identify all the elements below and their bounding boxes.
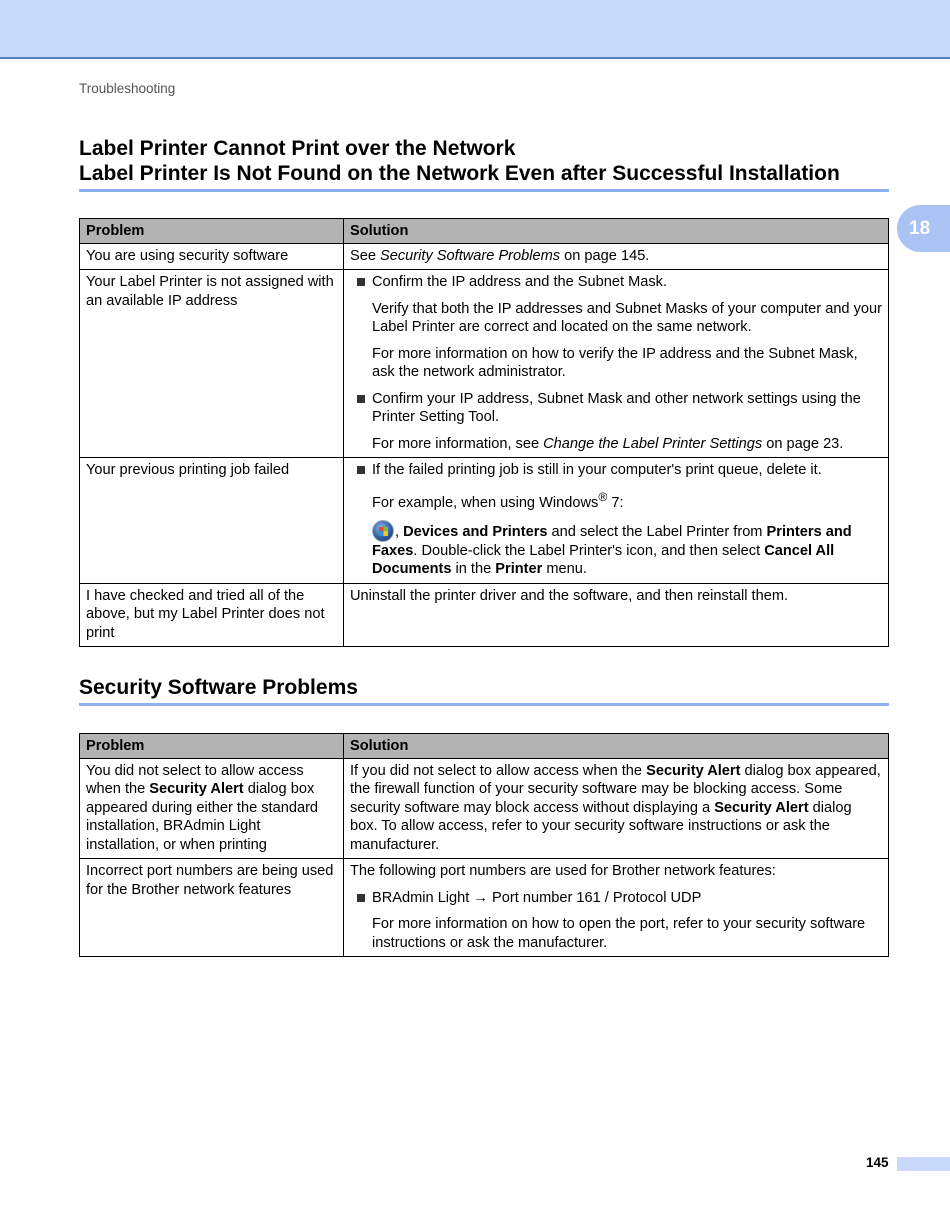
table-row — [80, 583, 889, 647]
table-row — [80, 270, 889, 458]
cross-reference-link[interactable]: Change the Label Printer Settings — [543, 435, 763, 452]
problem-cell: Your previous printing job failed — [80, 458, 344, 584]
page-number: 145 — [866, 1155, 889, 1170]
bullet-square-icon — [357, 466, 365, 474]
solution-text: For more information, see — [372, 435, 544, 452]
solution-text: If you did not select to allow access when the — [350, 762, 647, 779]
bullet-item — [350, 390, 882, 427]
solution-text: on page 145. — [560, 247, 650, 264]
bullet-text: If the failed printing job is still in your computer's print queue, delete it. — [372, 462, 822, 478]
section-title-line-2: Label Printer Is Not Found on the Network Even after Successful Installation — [79, 162, 840, 185]
network-troubleshooting-table — [79, 218, 889, 647]
solution-cell — [344, 458, 889, 584]
ui-term: Security Alert — [714, 799, 809, 816]
problem-cell: Your Label Printer is not assigned with an available IP address — [80, 270, 344, 458]
solution-text: menu. — [542, 561, 587, 578]
table-header-row — [80, 734, 889, 759]
solution-text: 7: — [607, 494, 624, 511]
section-rule — [79, 189, 889, 192]
solution-text: in the — [451, 561, 496, 578]
solution-cell — [344, 859, 889, 957]
page-number-bar — [897, 1157, 950, 1171]
table-row — [80, 458, 889, 584]
solution-paragraph: Verify that both the IP addresses and Subnet Masks of your computer and your Label Printer are correct and located on the same network. — [372, 300, 882, 335]
registered-mark: ® — [598, 489, 608, 504]
table-row — [80, 243, 889, 270]
solution-text: . Double-click the Label Printer's icon, and then select — [413, 542, 765, 559]
header-band — [0, 0, 950, 59]
solution-text: dialog box appeared, the firewall function of your security software may be blocking access. Some security software may block access without displaying a — [350, 762, 881, 816]
cross-reference-link[interactable]: Security Software Problems — [380, 247, 561, 264]
bullet-text: Confirm the IP address and the Subnet Mask. — [372, 274, 668, 290]
solution-paragraph — [350, 488, 882, 512]
ui-term: Printer — [495, 561, 543, 578]
chapter-tab — [897, 205, 950, 252]
ui-term: Cancel All Documents — [372, 542, 835, 578]
solution-text: , — [395, 523, 404, 540]
solution-cell: Uninstall the printer driver and the software, and then reinstall them. — [344, 583, 889, 647]
problem-text: dialog box appeared during either the standard installation, BRAdmin Light installation, or when printing — [86, 781, 319, 853]
problem-cell: Incorrect port numbers are being used for the Brother network features — [80, 859, 344, 957]
solution-cell — [344, 243, 889, 270]
table-row — [80, 758, 889, 859]
running-head: Troubleshooting — [79, 81, 176, 96]
table-header-row — [80, 219, 889, 244]
bullet-square-icon — [357, 278, 365, 286]
solution-text: See — [350, 247, 381, 264]
solution-paragraph — [350, 435, 882, 454]
header-solution: Solution — [344, 734, 889, 759]
section-rule — [79, 703, 889, 706]
ui-term: Printers and Faxes — [372, 523, 852, 559]
solution-text: and select the Label Printer from — [547, 523, 767, 540]
problem-cell — [80, 758, 344, 859]
windows-start-icon — [372, 520, 394, 542]
ui-term: Security Alert — [149, 781, 244, 797]
bullet-square-icon — [357, 395, 365, 403]
solution-paragraph: The following port numbers are used for Brother network features: — [350, 863, 776, 879]
section-title-line-1: Label Printer Cannot Print over the Network — [79, 137, 516, 160]
header-problem: Problem — [80, 219, 344, 244]
bullet-square-icon — [357, 894, 365, 902]
table-row — [80, 859, 889, 957]
security-software-table — [79, 733, 889, 957]
problem-text: You did not select to allow access when the — [86, 762, 304, 797]
header-problem: Problem — [80, 734, 344, 759]
solution-cell — [344, 758, 889, 859]
bullet-text: BRAdmin Light → Port number 161 / Protocol UDP — [372, 889, 702, 906]
solution-text: dialog box. To allow access, refer to your security software instructions or ask the manufacturer. — [350, 799, 852, 853]
ui-term: Devices and Printers — [403, 523, 548, 540]
solution-cell — [344, 270, 889, 458]
solution-paragraph — [350, 520, 882, 579]
bullet-item — [350, 273, 882, 292]
bullet-item — [350, 461, 882, 480]
solution-paragraph: For more information on how to verify the IP address and the Subnet Mask, ask the network administrator. — [372, 345, 858, 380]
solution-text: For example, when using Windows — [372, 494, 599, 511]
bullet-item — [350, 889, 882, 908]
solution-text: on page 23. — [762, 435, 844, 452]
header-solution: Solution — [344, 219, 889, 244]
problem-cell: I have checked and tried all of the above, but my Label Printer does not print — [80, 583, 344, 647]
solution-paragraph: For more information on how to open the port, refer to your security software instructions or ask the manufacturer. — [372, 916, 866, 951]
ui-term: Security Alert — [646, 762, 741, 779]
section-title-network — [79, 136, 840, 186]
chapter-number: 18 — [909, 217, 931, 239]
problem-cell: You are using security software — [80, 243, 344, 270]
bullet-text: Confirm your IP address, Subnet Mask and other network settings using the Printer Setting Tool. — [372, 390, 861, 425]
section-title-security: Security Software Problems — [79, 676, 358, 699]
